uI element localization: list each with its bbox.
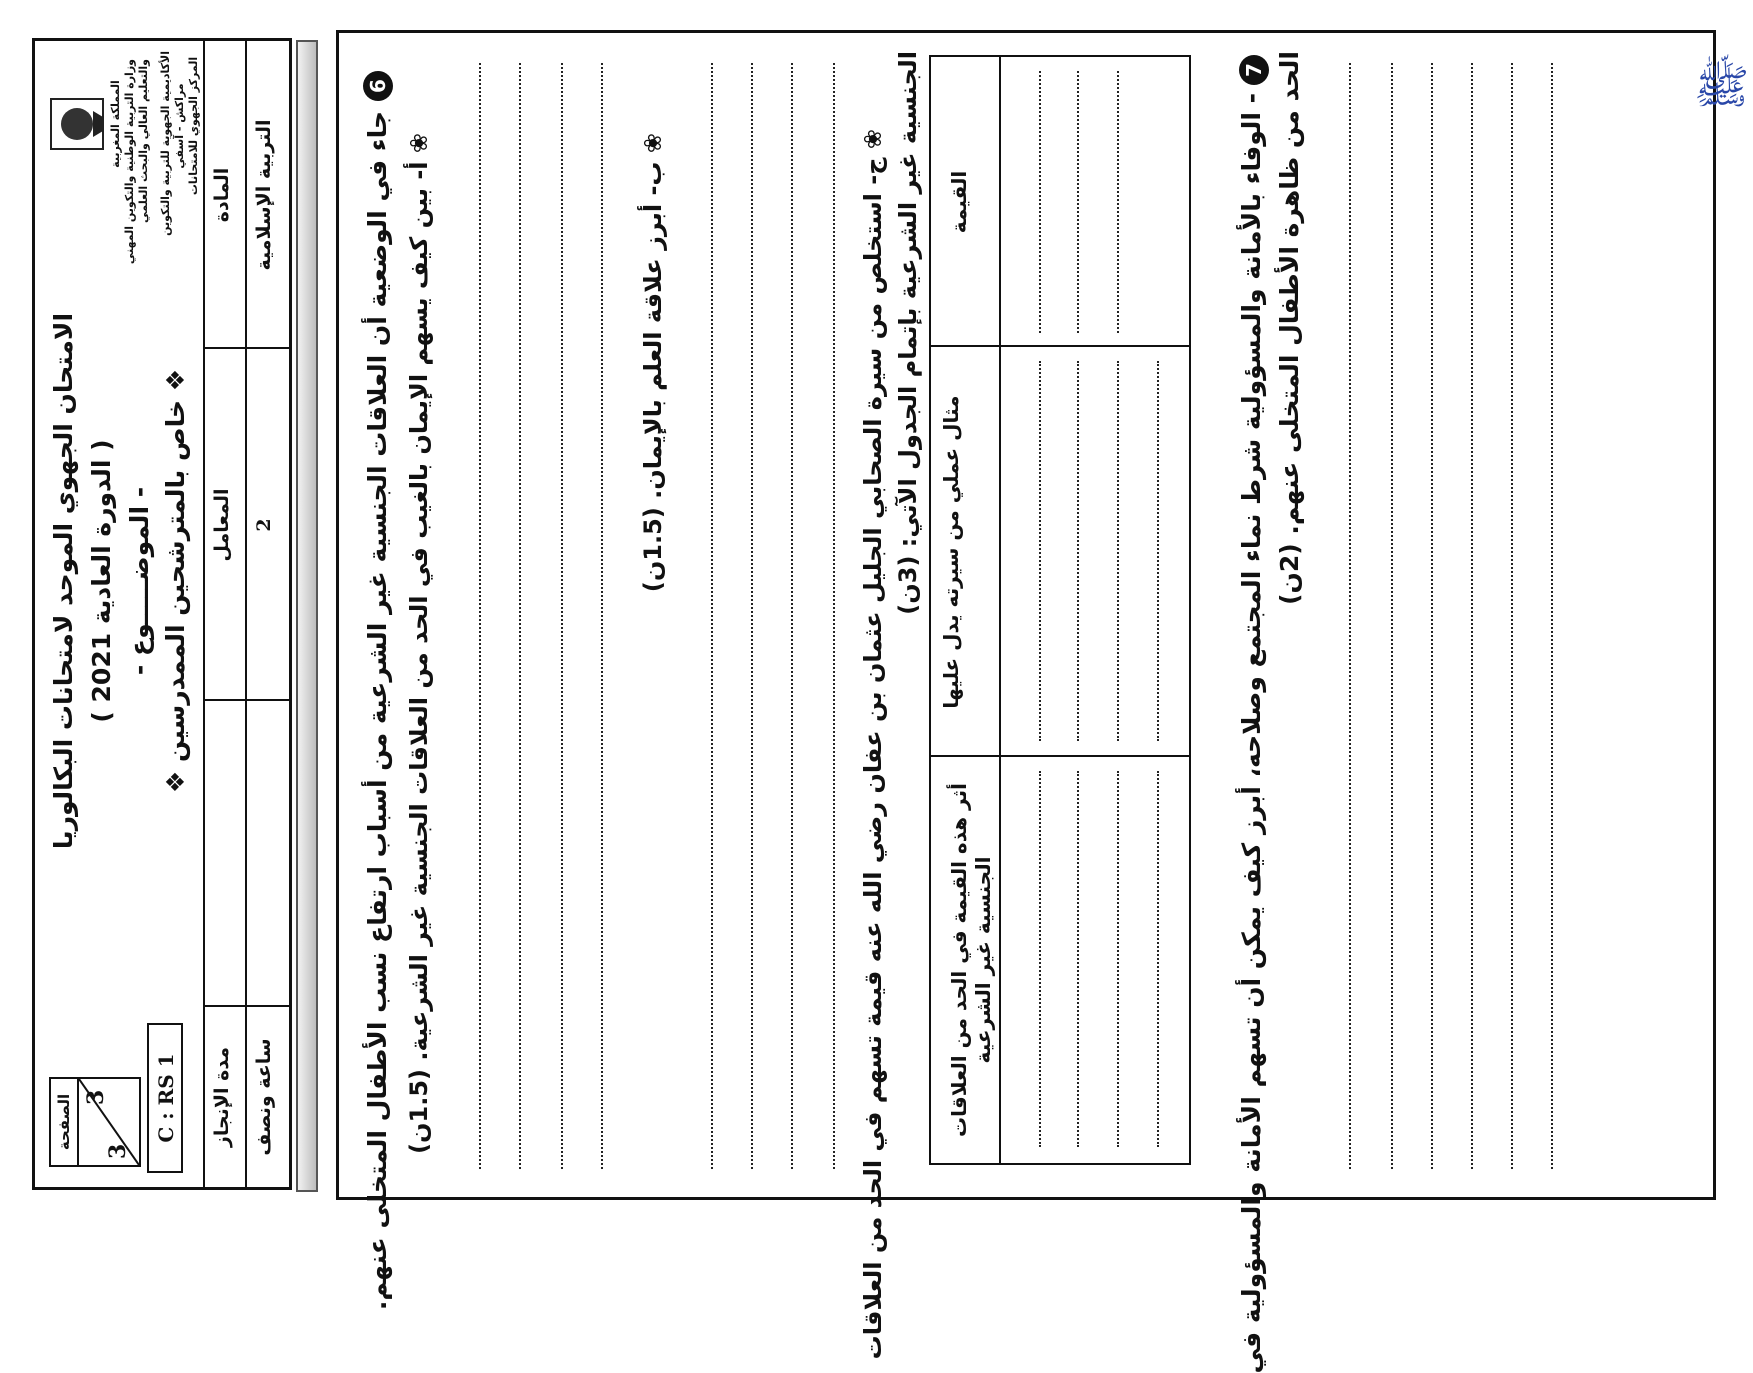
ministry-line-6: المركز الجهوي للامتحانات xyxy=(187,56,200,196)
answer-line xyxy=(1471,63,1473,1169)
q6-number-icon: 6 xyxy=(363,71,393,101)
q6-stem: جاء في الوضعية أن العلاقات الجنسية غير الشرعية من أسباب ارتفاع نسب الأطفال المتخلى عنهم. xyxy=(363,111,392,1311)
body-frame xyxy=(336,30,1716,1373)
answer-line xyxy=(1391,63,1393,1169)
q6-table-header-effect: أثر هذه القيمة في الحد من العلاقات الجنسية غير الشرعية xyxy=(947,783,995,1137)
ministry-line-2: وزارة التربية الوطنية والتكوين المهني xyxy=(123,59,136,265)
table-answer-line xyxy=(1117,361,1119,741)
ministry-logo xyxy=(47,59,157,265)
exam-code: C : RS 1 xyxy=(147,1023,183,1173)
page-box xyxy=(49,1077,141,1167)
table-answer-line xyxy=(1039,71,1041,333)
q6-part-b: ❀ ب- أبرز علاقة العلم بالإيمان. (1.5ن) xyxy=(639,133,667,593)
ministry-line-3: والتعليم العالي والبحث العلمي xyxy=(137,59,150,223)
duration-value: ساعة ونصف xyxy=(253,1038,275,1156)
exam-audience: ❖ خاص بالمترشحين الممدرسين ❖ xyxy=(161,368,190,794)
info-table-mid xyxy=(245,41,247,1187)
table-answer-line xyxy=(1039,771,1041,1147)
coef-value: 2 xyxy=(253,518,275,532)
answer-line xyxy=(1349,63,1351,1169)
page-total: 3 xyxy=(83,1089,109,1105)
duration-label: مدة الإنجاز xyxy=(211,1046,233,1148)
answer-line xyxy=(711,63,713,1169)
signature-mark: ﷺ xyxy=(1693,59,1750,114)
table-answer-line xyxy=(1077,361,1079,741)
info-table-top xyxy=(203,41,205,1187)
coef-label: المعامل xyxy=(211,488,233,562)
answer-line xyxy=(601,63,603,1169)
answer-line xyxy=(791,63,793,1169)
header-frame xyxy=(32,38,292,1190)
answer-line xyxy=(833,63,835,1169)
q6-part-a: ❀ أ- بين كيف يسهم الإيمان بالغيب في الحد من العلاقات الجنسية غير الشرعية. (1.5ن) xyxy=(405,133,433,1154)
separator-bar xyxy=(296,40,318,1192)
answer-line xyxy=(519,63,521,1169)
answer-line xyxy=(561,63,563,1169)
answer-line xyxy=(1511,63,1513,1169)
exam-session: ( الدورة العادية 2021 ) xyxy=(87,439,116,723)
ministry-line-1: المملكة المغربية xyxy=(109,80,122,168)
table-answer-line xyxy=(1077,771,1079,1147)
q6-table-header-value: القيمة xyxy=(947,170,971,234)
answer-line xyxy=(1551,63,1553,1169)
table-answer-line xyxy=(1117,771,1119,1147)
ministry-line-4: الأكاديمية الجهوية للتربية والتكوين xyxy=(159,51,172,236)
q6-part-c-line2: الجنسية غير الشرعية بإتمام الجدول الآتي: (3ن) xyxy=(894,51,922,615)
answer-line xyxy=(751,63,753,1169)
q6-table-header-line xyxy=(999,57,1001,1163)
q6-part-c-line1: ❀ ج- استخلص من سيرة الصحابي الجليل عثمان بن عفان رضي الله عنه قيمة تسهم في الحد من العلاقات xyxy=(859,129,887,1360)
table-answer-line xyxy=(1157,771,1159,1147)
exam-title: الامتحان الجهوي الموحد لامتحانات البكالوريا xyxy=(49,312,78,850)
subject-value: التربية الإسلامية xyxy=(253,119,275,271)
page-label: الصفحة xyxy=(51,1079,79,1165)
ministry-line-5: مراكش - آسفي xyxy=(173,83,186,169)
table-answer-line xyxy=(1157,361,1159,741)
q6-table-header-example: مثال عملي من سيرته يدل عليها xyxy=(939,395,963,709)
table-answer-line xyxy=(1039,361,1041,741)
info-table xyxy=(203,41,289,1187)
exam-subject-label: - الموضـــــوع - xyxy=(125,486,154,676)
q7-line1: - الوفاء بالأمانة والمسؤولية شرط نماء المجتمع وصلاحه، أبرز كيف يمكن أن تسهم الأمانة والمسؤولية في xyxy=(1237,93,1266,1373)
table-answer-line xyxy=(1077,71,1079,333)
q7-number-icon: 7 xyxy=(1239,55,1269,85)
page-current: 3 xyxy=(105,1143,131,1159)
q7-line2: الحد من ظاهرة الأطفال المتخلى عنهم. (2ن) xyxy=(1275,51,1304,605)
answer-line xyxy=(479,63,481,1169)
q6-table xyxy=(929,55,1191,1165)
subject-label: المادة xyxy=(211,167,233,223)
answer-line xyxy=(1431,63,1433,1169)
table-answer-line xyxy=(1117,71,1119,333)
